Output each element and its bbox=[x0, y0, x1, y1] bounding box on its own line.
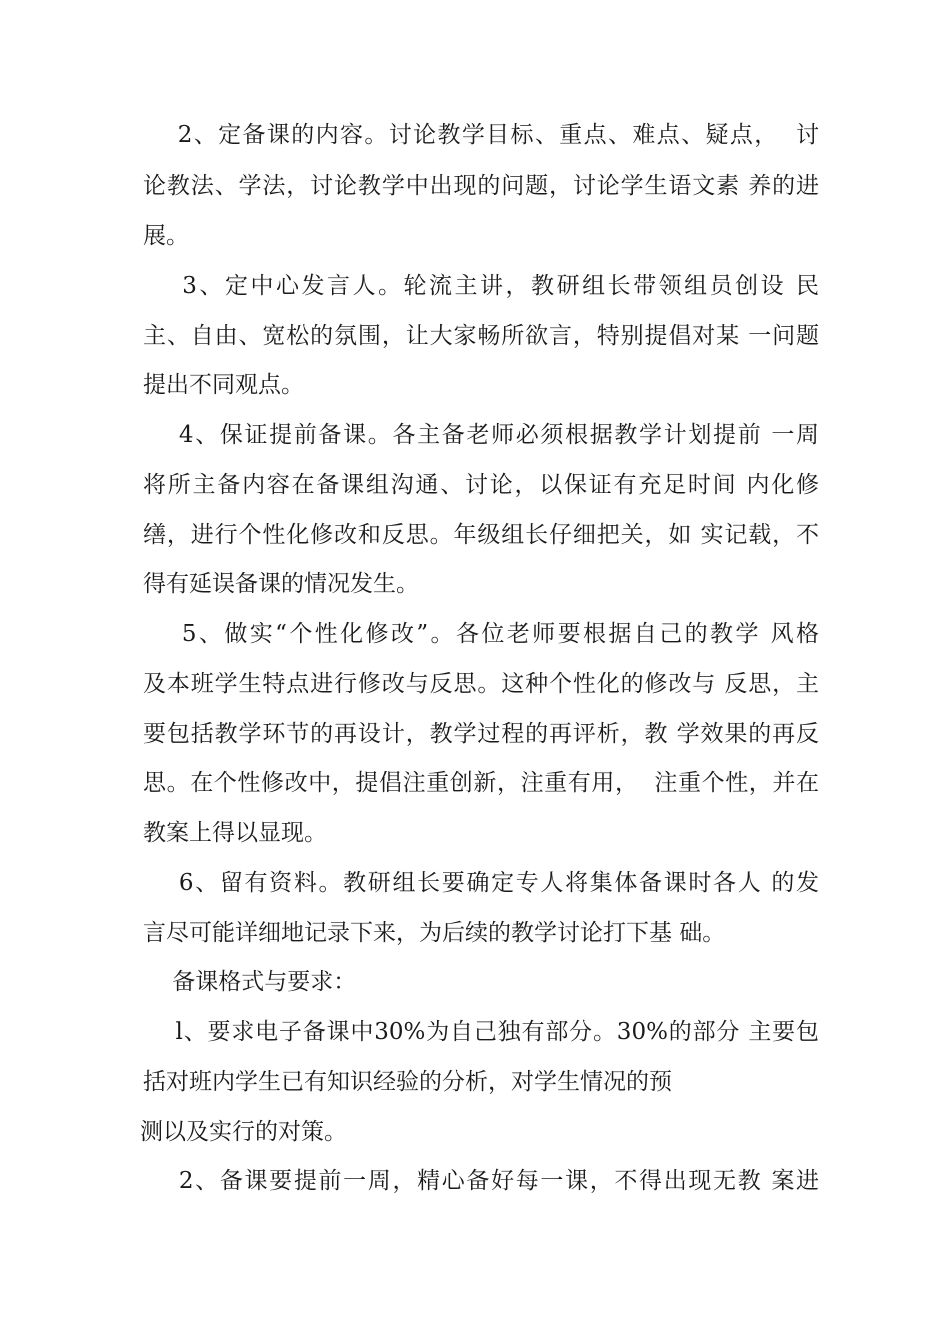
paragraph-line: 6、留有资料。教研组长要确定专人将集体备课时各人 的发 bbox=[143, 870, 819, 896]
paragraph-line: 测以及实行的对策。 bbox=[140, 1119, 347, 1145]
paragraph-line: 展。 bbox=[143, 223, 189, 249]
section-heading: 备课格式与要求： bbox=[143, 969, 357, 995]
paragraph-line: 论教法、学法，讨论教学中出现的问题，讨论学生语文素 养的进 bbox=[143, 173, 819, 199]
paragraph-line: 2、定备课的内容。讨论教学目标、重点、难点、疑点， 讨 bbox=[143, 122, 819, 148]
paragraph-line: 及本班学生特点进行修改与反思。这种个性化的修改与 反思，主 bbox=[143, 671, 819, 697]
paragraph-line: 思。在个性修改中，提倡注重创新，注重有用， 注重个性，并在 bbox=[143, 770, 819, 796]
paragraph-line: 2、备课要提前一周，精心备好每一课，不得出现无教 案进 bbox=[143, 1168, 819, 1194]
paragraph-line: 括对班内学生已有知识经验的分析，对学生情况的预 bbox=[143, 1069, 672, 1095]
paragraph-line: 5、做实“个性化修改”。各位老师要根据自己的教学 风格 bbox=[143, 621, 819, 647]
paragraph-line: 4、保证提前备课。各主备老师必须根据教学计划提前 一周 bbox=[143, 422, 819, 448]
paragraph-line: 得有延误备课的情况发生。 bbox=[143, 571, 419, 597]
paragraph-line: 要包括教学环节的再设计，教学过程的再评析，教 学效果的再反 bbox=[143, 721, 819, 747]
paragraph-line: 提出不同观点。 bbox=[143, 372, 304, 398]
paragraph-line: 将所主备内容在备课组沟通、讨论，以保证有充足时间 内化修 bbox=[143, 472, 819, 498]
paragraph-line: 主、自由、宽松的氛围，让大家畅所欲言，特别提倡对某 一问题 bbox=[143, 323, 819, 349]
paragraph-line: 3、定中心发言人。轮流主讲，教研组长带领组员创设 民 bbox=[143, 273, 819, 299]
paragraph-line: l、要求电子备课中30%为自己独有部分。30%的部分 主要包 bbox=[143, 1019, 819, 1045]
paragraph-line: 教案上得以显现。 bbox=[143, 820, 327, 846]
paragraph-line: 言尽可能详细地记录下来，为后续的教学讨论打下基 础。 bbox=[143, 920, 726, 946]
paragraph-line: 缮，进行个性化修改和反思。年级组长仔细把关，如 实记载，不 bbox=[143, 522, 819, 548]
